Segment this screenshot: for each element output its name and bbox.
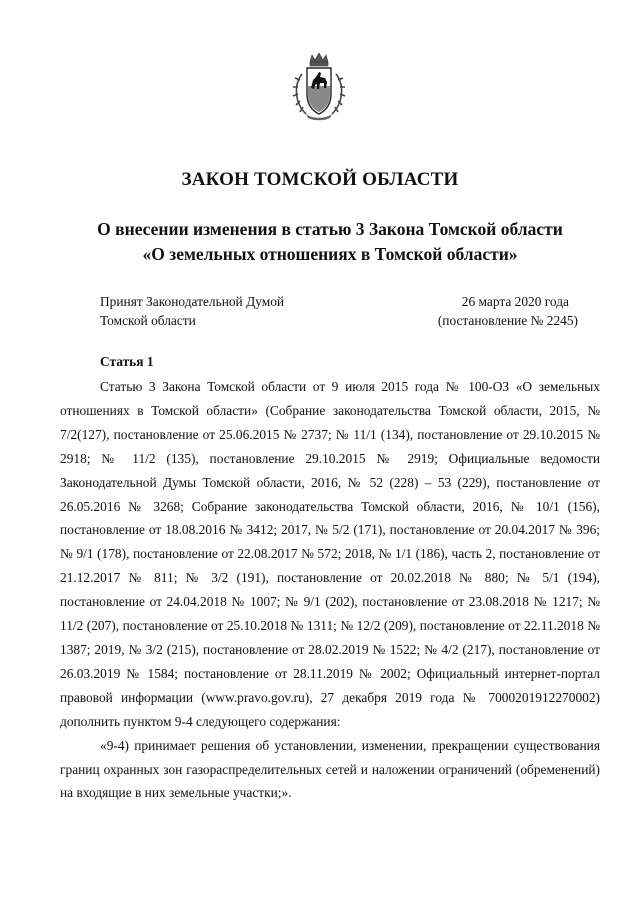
adopting-body xyxy=(100,292,284,330)
resolution-number: (постановление № 2245) xyxy=(437,313,578,328)
adopting-body-line-2: Томской области xyxy=(100,313,196,328)
article-heading: Статья 1 xyxy=(100,354,154,369)
adoption-date-block xyxy=(438,292,578,330)
adopting-body-line-1: Принят Законодательной Думой xyxy=(100,294,285,309)
law-title: ЗАКОН ТОМСКОЙ ОБЛАСТИ xyxy=(181,169,459,190)
article-paragraph: Статью 3 Закона Томской области от 9 июля 2015 года № 100-ОЗ «О земельных отношениях в Томской области» (Собрание законодательства Томской области, 2015, № 7/2(127), постановление от 25.06.2015 № 2737; № 11/1 (134), постановление от 29.10.2015 № 2918; № 11/2 (135), постановление 29.10.2015 № 2919; Официальные ведомости Законодательной Думы Томской области, 2016, № 52 (228) – 53 (229), постановление от 26.05.2016 № 3268; Собрание законодательства Томской области, 2016, № 10/1 (156), постановление от 18.08.2016 № 3412; 2017, № 5/2 (171), постановление от 20.04.2017 № 396; № 9/1 (178), постановление от 22.08.2017 № 572; 2018, № 1/1 (186), часть 2, постановление от 21.12.2017 № 811; № 3/2 (191), постановление от 20.02.2018 № 880; № 5/1 (194), постановление от 24.04.2018 № 1007; № 9/1 (202), постановление от 23.08.2018 № 1217; № 11/2 (207), постановление от 25.10.2018 № 1311; № 12/2 (209), постановление от 22.11.2018 № 1387; 2019, № 3/2 (215), постановление от 28.02.2019 № 1522; № 4/2 (217), постановление от 26.03.2019 № 1584; постановление от 28.11.2019 № 2002; Официальный интернет-портал правовой информации (www.pravo.gov.ru), 27 декабря 2019 года № 7000201912270002) дополнить пунктом 9-4 следующего содержания: xyxy=(60,379,600,729)
coat-of-arms-icon xyxy=(290,52,348,122)
article-quote: «9-4) принимает решения об установлении, изменении, прекращении существования границ охранных зон газораспределительных сетей и наложении ограничений (обременений) на входящие в них земельные участки;». xyxy=(60,737,600,801)
law-subtitle-line-2: «О земельных отношениях в Томской области» xyxy=(142,244,518,264)
law-subtitle xyxy=(60,217,600,267)
law-subtitle-line-1: О внесении изменения в статью 3 Закона Томской области xyxy=(97,219,563,239)
adoption-date: 26 марта 2020 года xyxy=(461,294,569,309)
article-body xyxy=(60,375,600,805)
